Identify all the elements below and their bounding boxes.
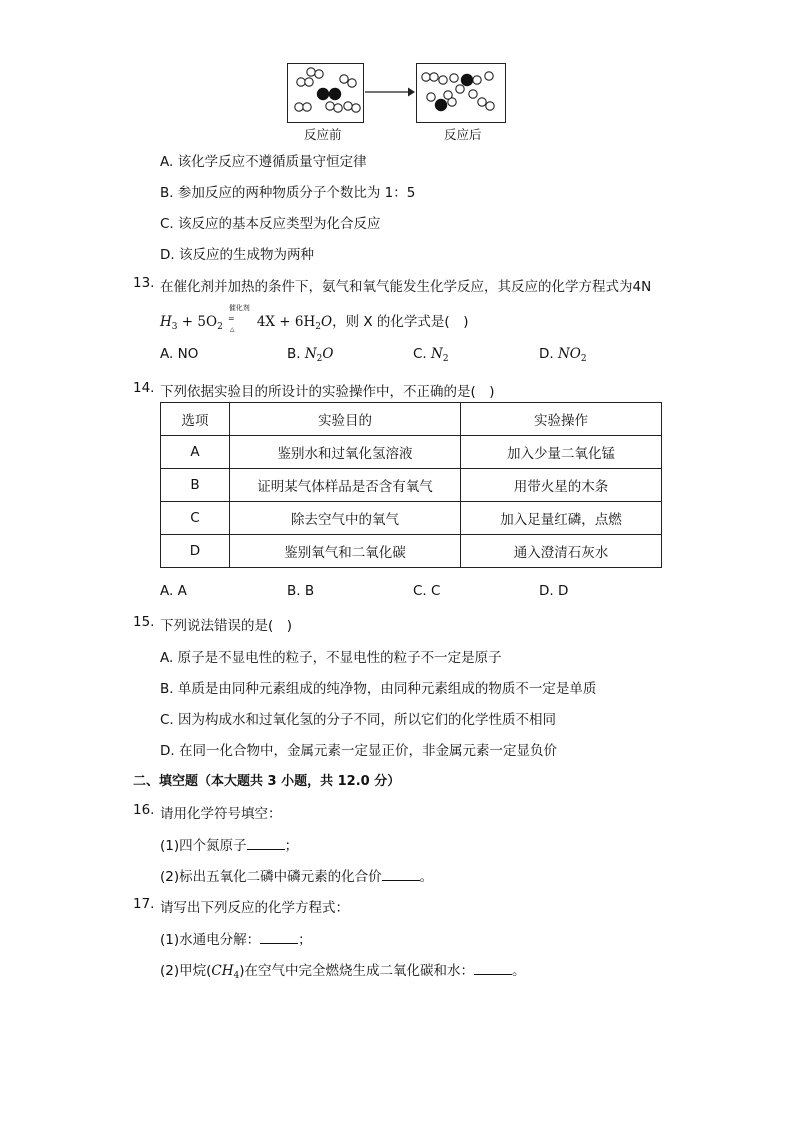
q13-option-b[interactable]: B. $N_2O$	[287, 346, 334, 364]
answer-blank[interactable]	[382, 867, 420, 882]
after-molecules	[417, 64, 505, 122]
q13-option-a[interactable]: A. NO	[160, 346, 199, 362]
q14-option-a[interactable]: A. A	[160, 583, 187, 599]
table-cell: C	[161, 502, 230, 535]
q13-option-d[interactable]: D. $NO_2$	[539, 346, 587, 364]
after-box	[416, 63, 506, 123]
reaction-condition: 催化剂 = △	[227, 304, 250, 333]
q13-text: 在催化剂并加热的条件下，氨气和氧气能发生化学反应，其反应的化学方程式为4N	[160, 279, 652, 295]
table-cell: 证明某气体样品是否含有氧气	[230, 469, 461, 502]
table-cell: A	[161, 436, 230, 469]
q17-text: 请写出下列反应的化学方程式：	[160, 900, 349, 916]
section-title: 二、填空题（本大题共 3 小题，共 12.0 分）	[133, 774, 401, 789]
q15-option-d[interactable]: D. 在同一化合物中，金属元素一定显正价，非金属元素一定显负价	[160, 743, 557, 759]
experiment-table	[160, 402, 662, 568]
table-cell: 用带火星的木条	[461, 469, 662, 502]
q12-option-d[interactable]: D. 该反应的生成物为两种	[160, 247, 314, 263]
q14-option-c[interactable]: C. C	[413, 583, 441, 599]
answer-blank[interactable]	[260, 930, 298, 945]
q15-number: 15.	[133, 614, 155, 630]
table-cell: 加入少量二氧化锰	[461, 436, 662, 469]
q13-option-c[interactable]: C. $N_2$	[413, 346, 449, 364]
q12-option-b[interactable]: B. 参加反应的两种物质分子个数比为 1：5	[160, 185, 416, 201]
q17-number: 17.	[133, 896, 155, 912]
before-box	[287, 63, 364, 123]
after-caption: 反应后	[444, 127, 482, 142]
q16-number: 16.	[133, 802, 155, 818]
table-cell: 鉴别氧气和二氧化碳	[230, 535, 461, 568]
q13-equation: $H_3 + 5O_2$ 催化剂 = △ $4X + 6H_2O$，则 X 的化学式是( )	[160, 304, 469, 333]
table-cell: 鉴别水和过氧化氢溶液	[230, 436, 461, 469]
q15-text: 下列说法错误的是( )	[160, 618, 293, 634]
q14-option-b[interactable]: B. B	[287, 583, 315, 599]
q15-option-a[interactable]: A. 原子是不显电性的粒子，不显电性的粒子不一定是原子	[160, 650, 502, 666]
q15-option-b[interactable]: B. 单质是由同种元素组成的纯净物，由同种元素组成的物质不一定是单质	[160, 681, 597, 697]
table-cell: D	[161, 535, 230, 568]
table-cell: 除去空气中的氧气	[230, 502, 461, 535]
q12-option-a[interactable]: A. 该化学反应不遵循质量守恒定律	[160, 154, 367, 170]
q12-option-c[interactable]: C. 该反应的基本反应类型为化合反应	[160, 216, 381, 232]
before-molecules	[288, 64, 363, 122]
table-header-cell: 实验目的	[230, 403, 461, 436]
answer-blank[interactable]	[474, 961, 512, 976]
table-header-cell: 选项	[161, 403, 230, 436]
q16-part-1: (1)四个氮原子 ；	[160, 834, 298, 854]
q16-text: 请用化学符号填空：	[160, 806, 282, 822]
q14-text: 下列依据实验目的所设计的实验操作中，不正确的是( )	[160, 384, 495, 400]
q14-number: 14.	[133, 380, 155, 396]
table-row	[161, 502, 662, 535]
q17-part-1: (1)水通电分解： ；	[160, 928, 312, 948]
q16-part-2: (2)标出五氧化二磷中磷元素的化合价 。	[160, 865, 433, 885]
table-row	[161, 436, 662, 469]
before-caption: 反应前	[304, 127, 342, 142]
table-cell: 通入澄清石灰水	[461, 535, 662, 568]
answer-blank[interactable]	[247, 836, 285, 851]
q13-number: 13.	[133, 275, 155, 291]
table-row	[161, 535, 662, 568]
arrow-right-icon	[364, 86, 416, 98]
q17-part-2: (2)甲烷$(CH_4)$在空气中完全燃烧生成二氧化碳和水： 。	[160, 959, 526, 979]
table-header-row	[161, 403, 662, 436]
table-header-cell: 实验操作	[461, 403, 662, 436]
table-row	[161, 469, 662, 502]
q15-option-c[interactable]: C. 因为构成水和过氧化氢的分子不同，所以它们的化学性质不相同	[160, 712, 557, 728]
table-cell: 加入足量红磷，点燃	[461, 502, 662, 535]
q14-option-d[interactable]: D. D	[539, 583, 569, 599]
table-cell: B	[161, 469, 230, 502]
